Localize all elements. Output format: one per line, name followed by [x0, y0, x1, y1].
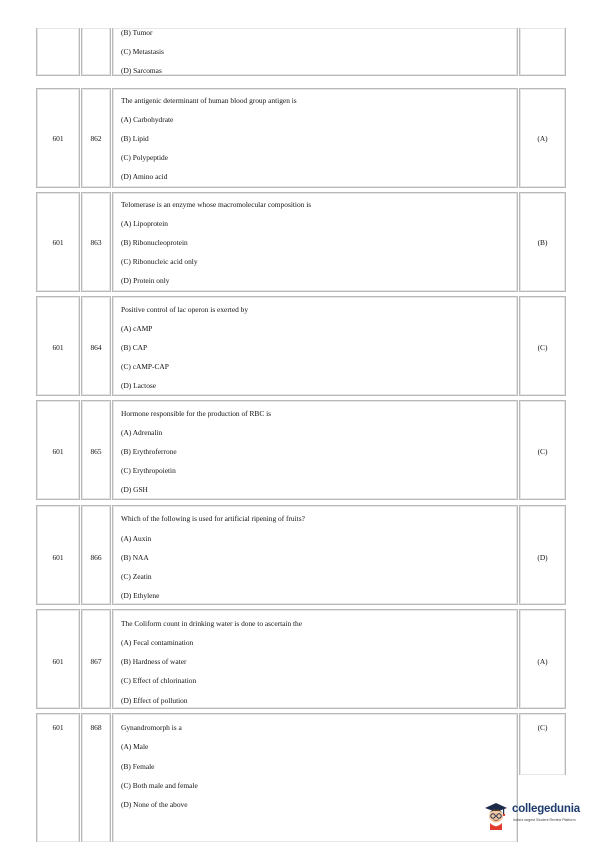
cell-question: [112, 609, 518, 709]
option-text: (A) Male: [121, 742, 149, 751]
cell-code: [36, 505, 80, 605]
cell-answer: [519, 505, 566, 605]
cell-question: [112, 28, 518, 76]
brand-name: collegedunia: [512, 803, 580, 815]
collegedunia-logo: [482, 796, 592, 836]
cell-answer: [519, 713, 566, 775]
option-text: (B) Erythroferrone: [121, 447, 177, 456]
option-text: (D) Protein only: [121, 276, 170, 285]
cell-code: [36, 400, 80, 500]
option-text: (D) Sarcomas: [121, 66, 162, 75]
cell-question: [112, 713, 518, 842]
cell-answer: [519, 28, 566, 76]
cell-qno: [81, 713, 111, 842]
paper-code: 601: [52, 447, 64, 456]
option-text: (D) Lactose: [121, 381, 157, 390]
paper-code: 601: [52, 343, 64, 352]
cell-code: [36, 192, 80, 292]
option-text: (A) Adrenalin: [121, 428, 163, 437]
question-number: 867: [90, 657, 102, 666]
cell-question: [112, 400, 518, 500]
table-row: [36, 400, 566, 500]
answer-key: (C): [537, 447, 548, 456]
answer-key: (C): [537, 343, 548, 352]
option-text: (A) Lipoprotein: [121, 219, 168, 228]
brand-tagline: India's largest Student Review Platform: [513, 818, 576, 822]
cell-qno: [81, 400, 111, 500]
cell-answer: [519, 609, 566, 709]
option-text: (D) Ethylene: [121, 591, 160, 600]
question-number: 863: [90, 238, 102, 247]
paper-code: 601: [52, 657, 64, 666]
question-text: The antigenic determinant of human blood group antigen is: [121, 96, 297, 105]
cell-answer: [519, 296, 566, 396]
answer-key: (A): [537, 134, 548, 143]
cell-question: [112, 192, 518, 292]
cell-code: [36, 88, 80, 188]
cell-answer: [519, 400, 566, 500]
question-text: Which of the following is used for artificial ripening of fruits?: [121, 514, 305, 523]
option-text: (B) NAA: [121, 553, 149, 562]
question-number: 865: [90, 447, 102, 456]
option-text: (C) Effect of chlorination: [121, 676, 197, 685]
table-row: [36, 505, 566, 605]
question-text: Hormone responsible for the production of RBC is: [121, 409, 272, 418]
option-text: (B) Lipid: [121, 134, 149, 143]
question-number: 866: [90, 553, 102, 562]
paper-code: 601: [52, 553, 64, 562]
answer-key: (D): [537, 553, 548, 562]
paper-code: 601: [52, 723, 64, 732]
question-number: 868: [90, 723, 102, 732]
option-text: (B) Female: [121, 762, 155, 771]
question-text: Positive control of lac operon is exerted by: [121, 305, 249, 314]
cell-qno: [81, 28, 111, 76]
option-text: (B) Hardness of water: [121, 657, 187, 666]
mascot-icon: [482, 800, 510, 830]
cell-qno: [81, 88, 111, 188]
option-text: (B) Tumor: [121, 28, 153, 37]
option-text: (A) Fecal contamination: [121, 638, 194, 647]
question-number: 864: [90, 343, 102, 352]
paper-code: 601: [52, 134, 64, 143]
option-text: (C) Both male and female: [121, 781, 198, 790]
cell-answer: [519, 192, 566, 292]
option-text: (A) Auxin: [121, 534, 152, 543]
table-row: [36, 609, 566, 709]
cell-qno: [81, 192, 111, 292]
cell-answer: [519, 88, 566, 188]
option-text: (D) Effect of pollution: [121, 696, 188, 705]
option-text: (C) Polypeptide: [121, 153, 169, 162]
option-text: (D) None of the above: [121, 800, 188, 809]
cell-code: [36, 296, 80, 396]
option-text: (A) cAMP: [121, 324, 153, 333]
question-number: 862: [90, 134, 102, 143]
table-row: [36, 296, 566, 396]
cell-question: [112, 296, 518, 396]
answer-key: (A): [537, 657, 548, 666]
option-text: (C) Zeatin: [121, 572, 152, 581]
option-text: (C) Metastasis: [121, 47, 164, 56]
table-row: [36, 88, 566, 188]
paper-code: 601: [52, 238, 64, 247]
option-text: (C) cAMP-CAP: [121, 362, 169, 371]
cell-code: [36, 609, 80, 709]
cell-question: [112, 505, 518, 605]
option-text: (C) Erythropoietin: [121, 466, 176, 475]
cell-code: [36, 28, 80, 76]
question-text: Gynandromorph is a: [121, 723, 182, 732]
table-row-partial: [36, 28, 566, 76]
answer-key: (C): [537, 723, 548, 732]
option-text: (B) Ribonucleoprotein: [121, 238, 188, 247]
question-text: The Coliform count in drinking water is done to ascertain the: [121, 619, 303, 628]
option-text: (B) CAP: [121, 343, 148, 352]
cell-code: [36, 713, 80, 842]
option-text: (D) Amino acid: [121, 172, 168, 181]
cell-question: [112, 88, 518, 188]
question-text: Telomerase is an enzyme whose macromolecular composition is: [121, 200, 312, 209]
cell-qno: [81, 505, 111, 605]
answer-key: (B): [537, 238, 548, 247]
cell-qno: [81, 296, 111, 396]
cell-qno: [81, 609, 111, 709]
option-text: (C) Ribonucleic acid only: [121, 257, 198, 266]
option-text: (D) GSH: [121, 485, 148, 494]
option-text: (A) Carbohydrate: [121, 115, 174, 124]
table-row: [36, 192, 566, 292]
